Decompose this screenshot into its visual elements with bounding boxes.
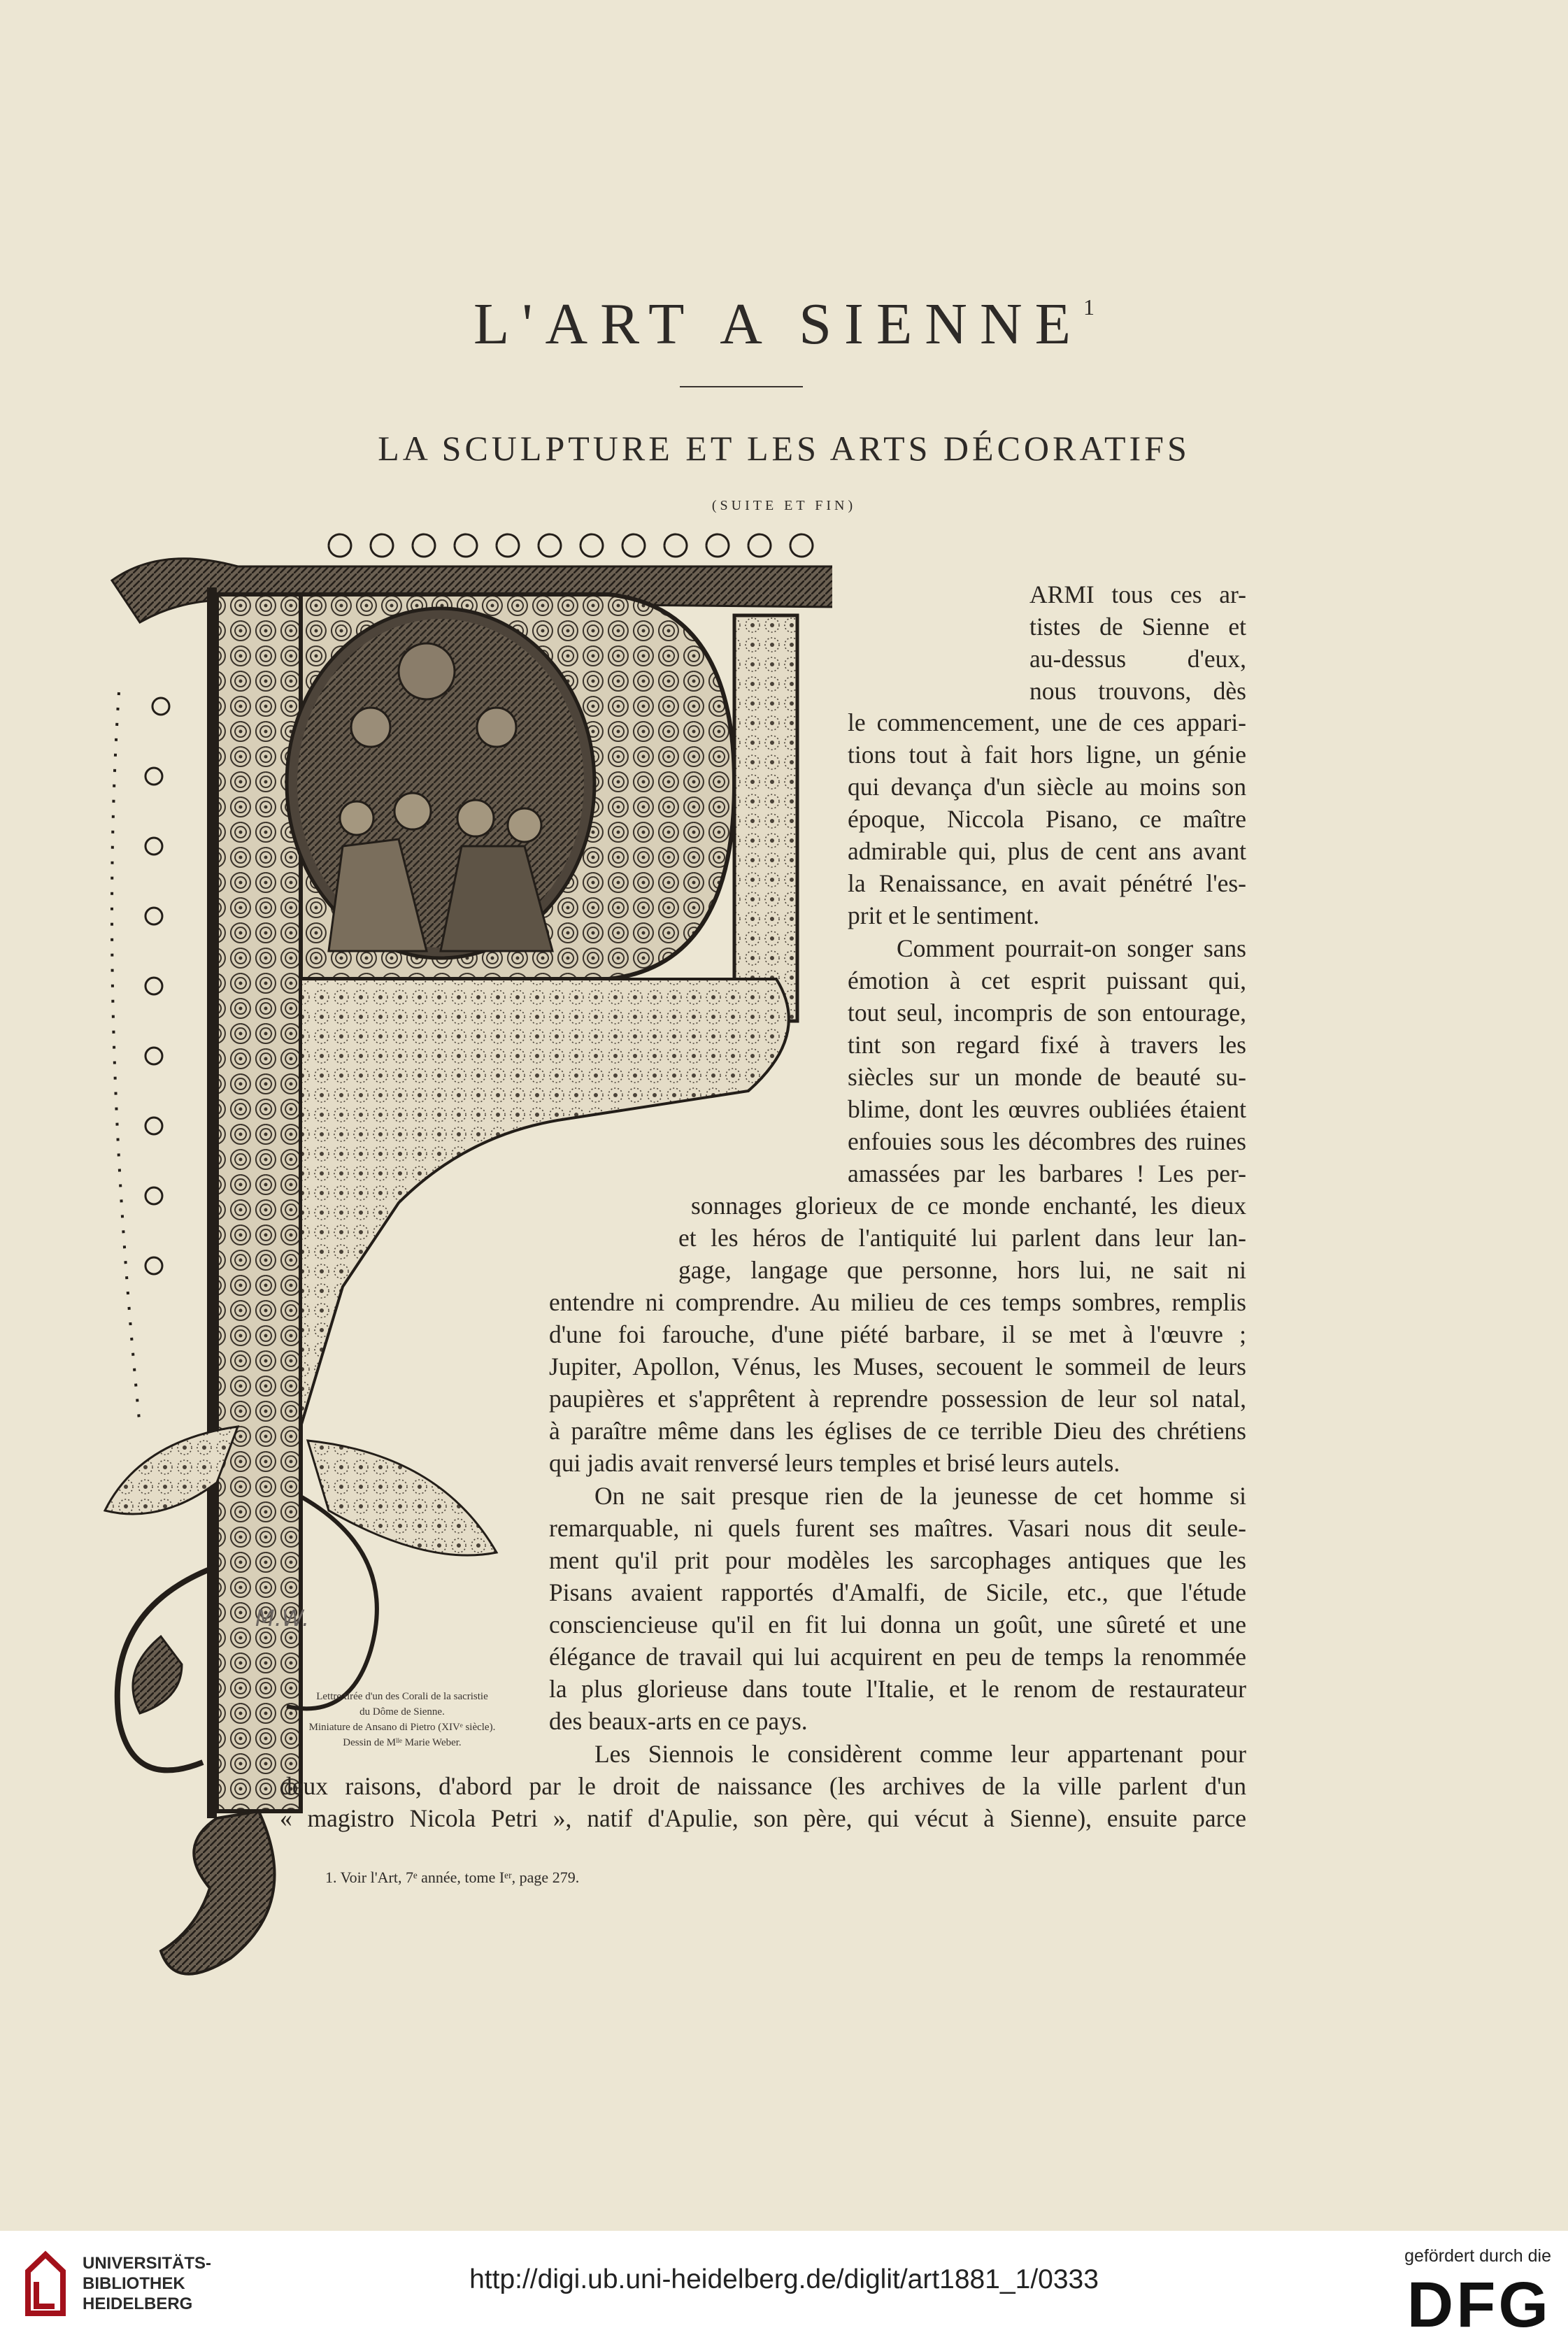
body-line: tistes de Sienne et — [1029, 613, 1246, 641]
artist-signature: M.W. — [255, 1605, 309, 1631]
body-line: deux raisons, d'abord par le droit de naissance (les archives de la ville parlent d'un — [280, 1772, 1246, 1800]
body-line: tions tout à fait hors ligne, un génie — [848, 741, 1246, 769]
body-line: la plus glorieuse dans toute l'Italie, et le renom de restaurateur — [549, 1675, 1246, 1703]
body-line: siècles sur un monde de beauté su- — [848, 1063, 1246, 1091]
body-line: la Renaissance, en avait pénétré l'es- — [848, 869, 1246, 897]
body-line: ment qu'il prit pour modèles les sarcophages antiques que les — [549, 1546, 1246, 1574]
caption-line: du Dôme de Sienne. — [359, 1706, 445, 1718]
body-line: « magistro Nicola Petri », natif d'Apulie, son père, qui vécut à Sienne), ensuite parce — [280, 1804, 1246, 1832]
body-line: Comment pourrait-on songer sans — [897, 934, 1246, 962]
body-line: sonnages glorieux de ce monde enchanté, les dieux — [691, 1192, 1246, 1220]
article-title: L'ART A SIENNE$^1$ — [473, 292, 1095, 357]
body-line: consciencieuse qu'il en fit lui donna un goût, une sûreté et une — [549, 1611, 1246, 1638]
body-line: prit et le sentiment. — [848, 901, 1040, 929]
body-line: élégance de travail qui lui acquirent en peu de temps la renommée — [549, 1643, 1246, 1671]
caption-line: Miniature de Ansano di Pietro (XIVᵉ siècle). — [308, 1722, 496, 1733]
body-line: nous trouvons, dès — [1029, 677, 1246, 705]
body-line: le commencement, une de ces appari- — [848, 708, 1246, 736]
body-line: tout seul, incompris de son entourage, — [848, 999, 1246, 1027]
body-line: ARMI tous ces ar- — [1029, 580, 1246, 608]
body-line: paupières et s'apprêtent à reprendre possession de leur sol natal, — [549, 1385, 1246, 1413]
body-line: remarquable, ni quels furent ses maîtres. Vasari nous dit seule- — [549, 1514, 1246, 1542]
funding-label: gefördert durch die — [1404, 2246, 1551, 2266]
body-line: gage, langage que personne, hors lui, ne sait ni — [678, 1256, 1246, 1284]
title-divider — [680, 386, 803, 387]
body-line: entendre ni comprendre. Au milieu de ces temps sombres, remplis — [549, 1288, 1246, 1316]
footnote: 1. Voir l'Art, 7ᵉ année, tome Iᵉʳ, page 279. — [325, 1869, 580, 1886]
body-line: émotion à cet esprit puissant qui, — [848, 966, 1246, 994]
body-line: qui devança d'un siècle au moins son — [848, 773, 1246, 801]
body-line: au-dessus d'eux, — [1029, 645, 1246, 673]
body-line: Jupiter, Apollon, Vénus, les Muses, secouent le sommeil de leurs — [549, 1352, 1246, 1380]
dfg-logo: DFG — [1406, 2269, 1551, 2341]
body-line: enfouies sous les décombres des ruines — [848, 1127, 1246, 1155]
body-line: admirable qui, plus de cent ans avant — [848, 837, 1246, 865]
body-line: à paraître même dans les églises de ce terrible Dieu des chrétiens — [549, 1417, 1246, 1445]
caption-line: Dessin de Mˡˡᵉ Marie Weber. — [343, 1737, 462, 1748]
body-line: amassées par les barbares ! Les per- — [848, 1159, 1246, 1187]
library-name: UNIVERSITÄTS- BIBLIOTHEK HEIDELBERG — [83, 2254, 212, 2313]
body-line: d'une foi farouche, d'une piété barbare, il se met à l'œuvre ; — [549, 1320, 1246, 1348]
body-line: Les Siennois le considèrent comme leur appartenant pour — [594, 1740, 1246, 1768]
body-line: On ne sait presque rien de la jeunesse de cet homme si — [594, 1482, 1246, 1510]
title-note-mark: 1 — [1083, 294, 1095, 320]
body-line: qui jadis avait renversé leurs temples et brisé leurs autels. — [549, 1449, 1120, 1477]
body-line: Pisans avaient rapportés d'Amalfi, de Sicile, etc., que l'étude — [549, 1578, 1246, 1606]
article-subtitle: LA SCULPTURE ET LES ARTS DÉCORATIFS — [378, 429, 1190, 468]
body-line: et les héros de l'antiquité lui parlent dans leur lan- — [678, 1224, 1246, 1252]
first-word: ARMI — [1029, 580, 1095, 608]
body-line: des beaux-arts en ce pays. — [549, 1707, 808, 1735]
caption-line: Lettre tirée d'un des Corali de la sacristie — [316, 1691, 488, 1702]
body-line: blime, dont les œuvres oubliées étaient — [848, 1095, 1246, 1123]
permalink-url[interactable]: http://digi.ub.uni-heidelberg.de/diglit/art1881_1/0333 — [469, 2264, 1099, 2294]
body-line: tint son regard fixé à travers les — [848, 1031, 1246, 1059]
continuation-note: (SUITE ET FIN) — [711, 498, 857, 513]
illustration-caption — [276, 1689, 528, 1750]
body-line: époque, Niccola Pisano, ce maître — [848, 805, 1246, 833]
